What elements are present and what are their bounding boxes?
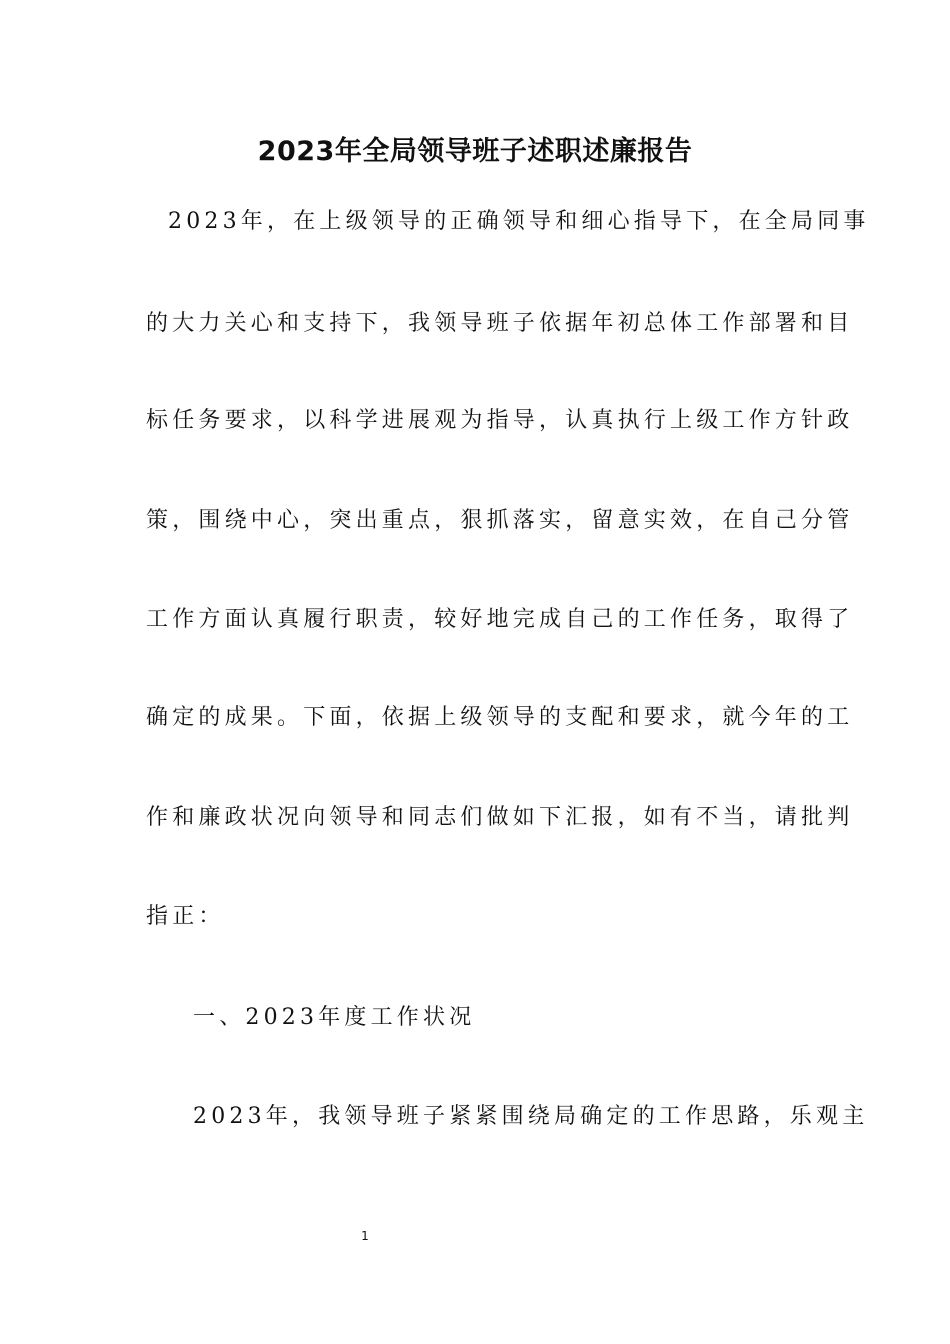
paragraph-2-line: 2023年，我领导班子紧紧围绕局确定的工作思路，乐观主 [193, 1104, 869, 1129]
page-number: 1 [361, 1229, 369, 1243]
paragraph-line: 作和廉政状况向领导和同志们做如下汇报，如有不当，请批判 [146, 805, 854, 830]
page-title: 2023年全局领导班子述职述廉报告 [257, 136, 693, 167]
section-heading: 一、2023年度工作状况 [193, 1005, 476, 1030]
paragraph-line: 策，围绕中心，突出重点，狠抓落实，留意实效，在自己分管 [146, 508, 854, 533]
paragraph-line: 标任务要求，以科学进展观为指导，认真执行上级工作方针政 [146, 408, 854, 433]
paragraph-line: 确定的成果。下面，依据上级领导的支配和要求，就今年的工 [146, 705, 854, 730]
paragraph-line: 工作方面认真履行职责，较好地完成自己的工作任务，取得了 [146, 607, 854, 632]
paragraph-line: 指正： [146, 904, 225, 929]
paragraph-line: 2023年，在上级领导的正确领导和细心指导下，在全局同事 [168, 209, 870, 234]
paragraph-line: 的大力关心和支持下，我领导班子依据年初总体工作部署和目 [146, 311, 854, 336]
